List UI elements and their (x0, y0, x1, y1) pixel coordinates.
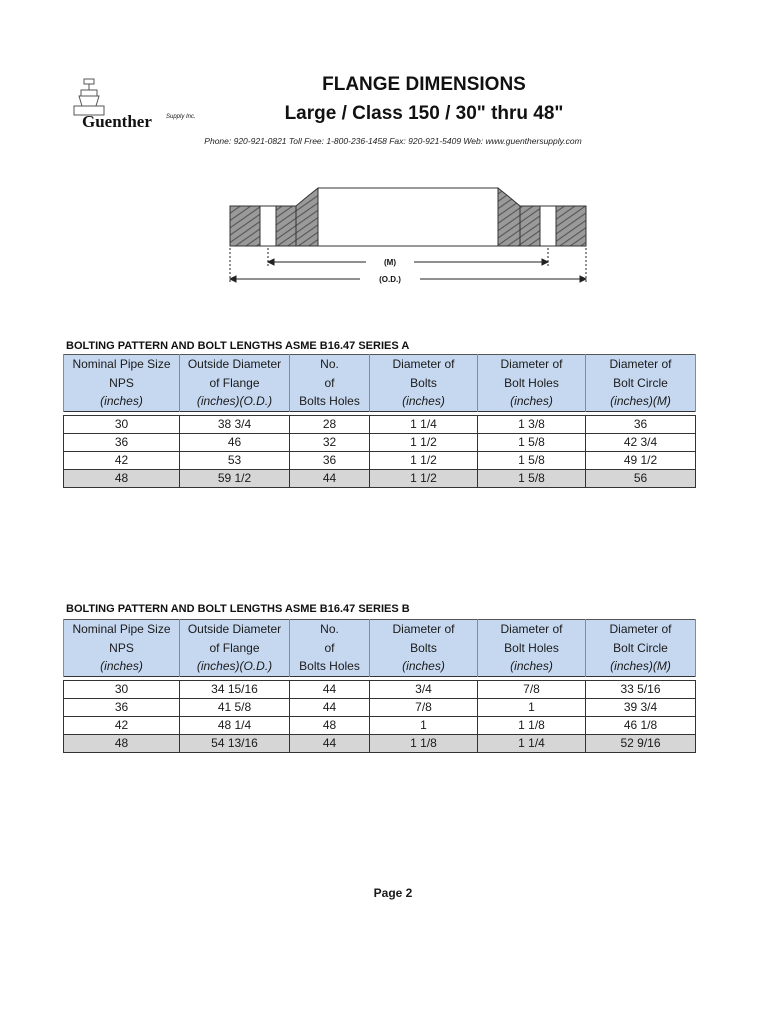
table-cell: 7/8 (370, 698, 478, 716)
table-cell: 30 (64, 680, 180, 698)
dimension-label-od: (O.D.) (379, 275, 401, 284)
table-cell: 59 1/2 (180, 469, 290, 487)
table-cell: 44 (290, 469, 370, 487)
table-cell: 36 (64, 698, 180, 716)
table-cell: 48 (64, 734, 180, 752)
col-header-bolt-dia: Diameter of Bolts (inches) (370, 355, 478, 412)
table-cell: 1 5/8 (478, 469, 586, 487)
table-cell: 30 (64, 415, 180, 433)
table-cell: 44 (290, 734, 370, 752)
col-header-hole-dia: Diameter of Bolt Holes (inches) (478, 620, 586, 677)
table-cell: 42 (64, 716, 180, 734)
table-cell: 53 (180, 451, 290, 469)
table-cell: 36 (64, 433, 180, 451)
table-cell: 39 3/4 (586, 698, 696, 716)
table-cell: 1 1/4 (478, 734, 586, 752)
col-header-bolt-circle: Diameter of Bolt Circle (inches)(M) (586, 355, 696, 412)
table-cell: 46 1/8 (586, 716, 696, 734)
col-header-holes: No. of Bolts Holes (290, 355, 370, 412)
table-cell: 1 1/4 (370, 415, 478, 433)
svg-text:Supply Inc.: Supply Inc. (166, 114, 196, 120)
col-header-bolt-dia: Diameter of Bolts (inches) (370, 620, 478, 677)
table-cell: 3/4 (370, 680, 478, 698)
col-header-od: Outside Diameter of Flange (inches)(O.D.) (180, 355, 290, 412)
table-row (64, 734, 696, 752)
table-cell: 44 (290, 680, 370, 698)
table-cell: 38 3/4 (180, 415, 290, 433)
series-b-table (63, 619, 696, 753)
table-row (64, 451, 696, 469)
dimension-lines (230, 248, 586, 284)
table-cell: 52 9/16 (586, 734, 696, 752)
table-cell: 36 (586, 415, 696, 433)
table-cell: 7/8 (478, 680, 586, 698)
table-row (64, 716, 696, 734)
table-cell: 48 (290, 716, 370, 734)
table-cell: 44 (290, 698, 370, 716)
dimension-label-m: (M) (384, 258, 396, 267)
page-title: FLANGE DIMENSIONS (322, 74, 526, 95)
table-cell: 36 (290, 451, 370, 469)
col-header-od: Outside Diameter of Flange (inches)(O.D.) (180, 620, 290, 677)
series-a-title: BOLTING PATTERN AND BOLT LENGTHS ASME B16.47 SERIES A (66, 340, 410, 352)
table-cell: 56 (586, 469, 696, 487)
table-row (64, 433, 696, 451)
table-cell: 1 (478, 698, 586, 716)
table-cell: 1 5/8 (478, 451, 586, 469)
table-header-row (64, 355, 696, 412)
table-cell: 54 13/16 (180, 734, 290, 752)
table-cell: 1 1/2 (370, 433, 478, 451)
table-cell: 41 5/8 (180, 698, 290, 716)
table-cell: 1 1/8 (370, 734, 478, 752)
page-number: Page 2 (373, 886, 413, 900)
series-a-table (63, 354, 696, 488)
table-row (64, 415, 696, 433)
table-cell: 28 (290, 415, 370, 433)
table-row (64, 680, 696, 698)
table-cell: 1 (370, 716, 478, 734)
table-cell: 49 1/2 (586, 451, 696, 469)
table-cell: 33 5/16 (586, 680, 696, 698)
table-cell: 46 (180, 433, 290, 451)
col-header-nps: Nominal Pipe Size NPS (inches) (64, 620, 180, 677)
table-cell: 34 15/16 (180, 680, 290, 698)
table-cell: 1 1/2 (370, 451, 478, 469)
table-cell: 48 (64, 469, 180, 487)
col-header-nps: Nominal Pipe Size NPS (inches) (64, 355, 180, 412)
table-header-row (64, 620, 696, 677)
table-cell: 1 1/2 (370, 469, 478, 487)
col-header-bolt-circle: Diameter of Bolt Circle (inches)(M) (586, 620, 696, 677)
table-cell: 1 5/8 (478, 433, 586, 451)
table-row (64, 698, 696, 716)
flange-cross-section-diagram (208, 184, 608, 296)
table-cell: 42 3/4 (586, 433, 696, 451)
contact-line: Phone: 920-921-0821 Toll Free: 1-800-236-1458 Fax: 920-921-5409 Web: www.guenthersupply.com (204, 136, 582, 146)
table-cell: 1 3/8 (478, 415, 586, 433)
col-header-hole-dia: Diameter of Bolt Holes (inches) (478, 355, 586, 412)
table-row (64, 469, 696, 487)
table-cell: 48 1/4 (180, 716, 290, 734)
table-cell: 42 (64, 451, 180, 469)
svg-text:Guenther: Guenther (82, 112, 152, 131)
series-b-title: BOLTING PATTERN AND BOLT LENGTHS ASME B16.47 SERIES B (66, 603, 410, 615)
table-cell: 32 (290, 433, 370, 451)
col-header-holes: No. of Bolts Holes (290, 620, 370, 677)
table-cell: 1 1/8 (478, 716, 586, 734)
page-subtitle: Large / Class 150 / 30" thru 48" (284, 103, 564, 124)
